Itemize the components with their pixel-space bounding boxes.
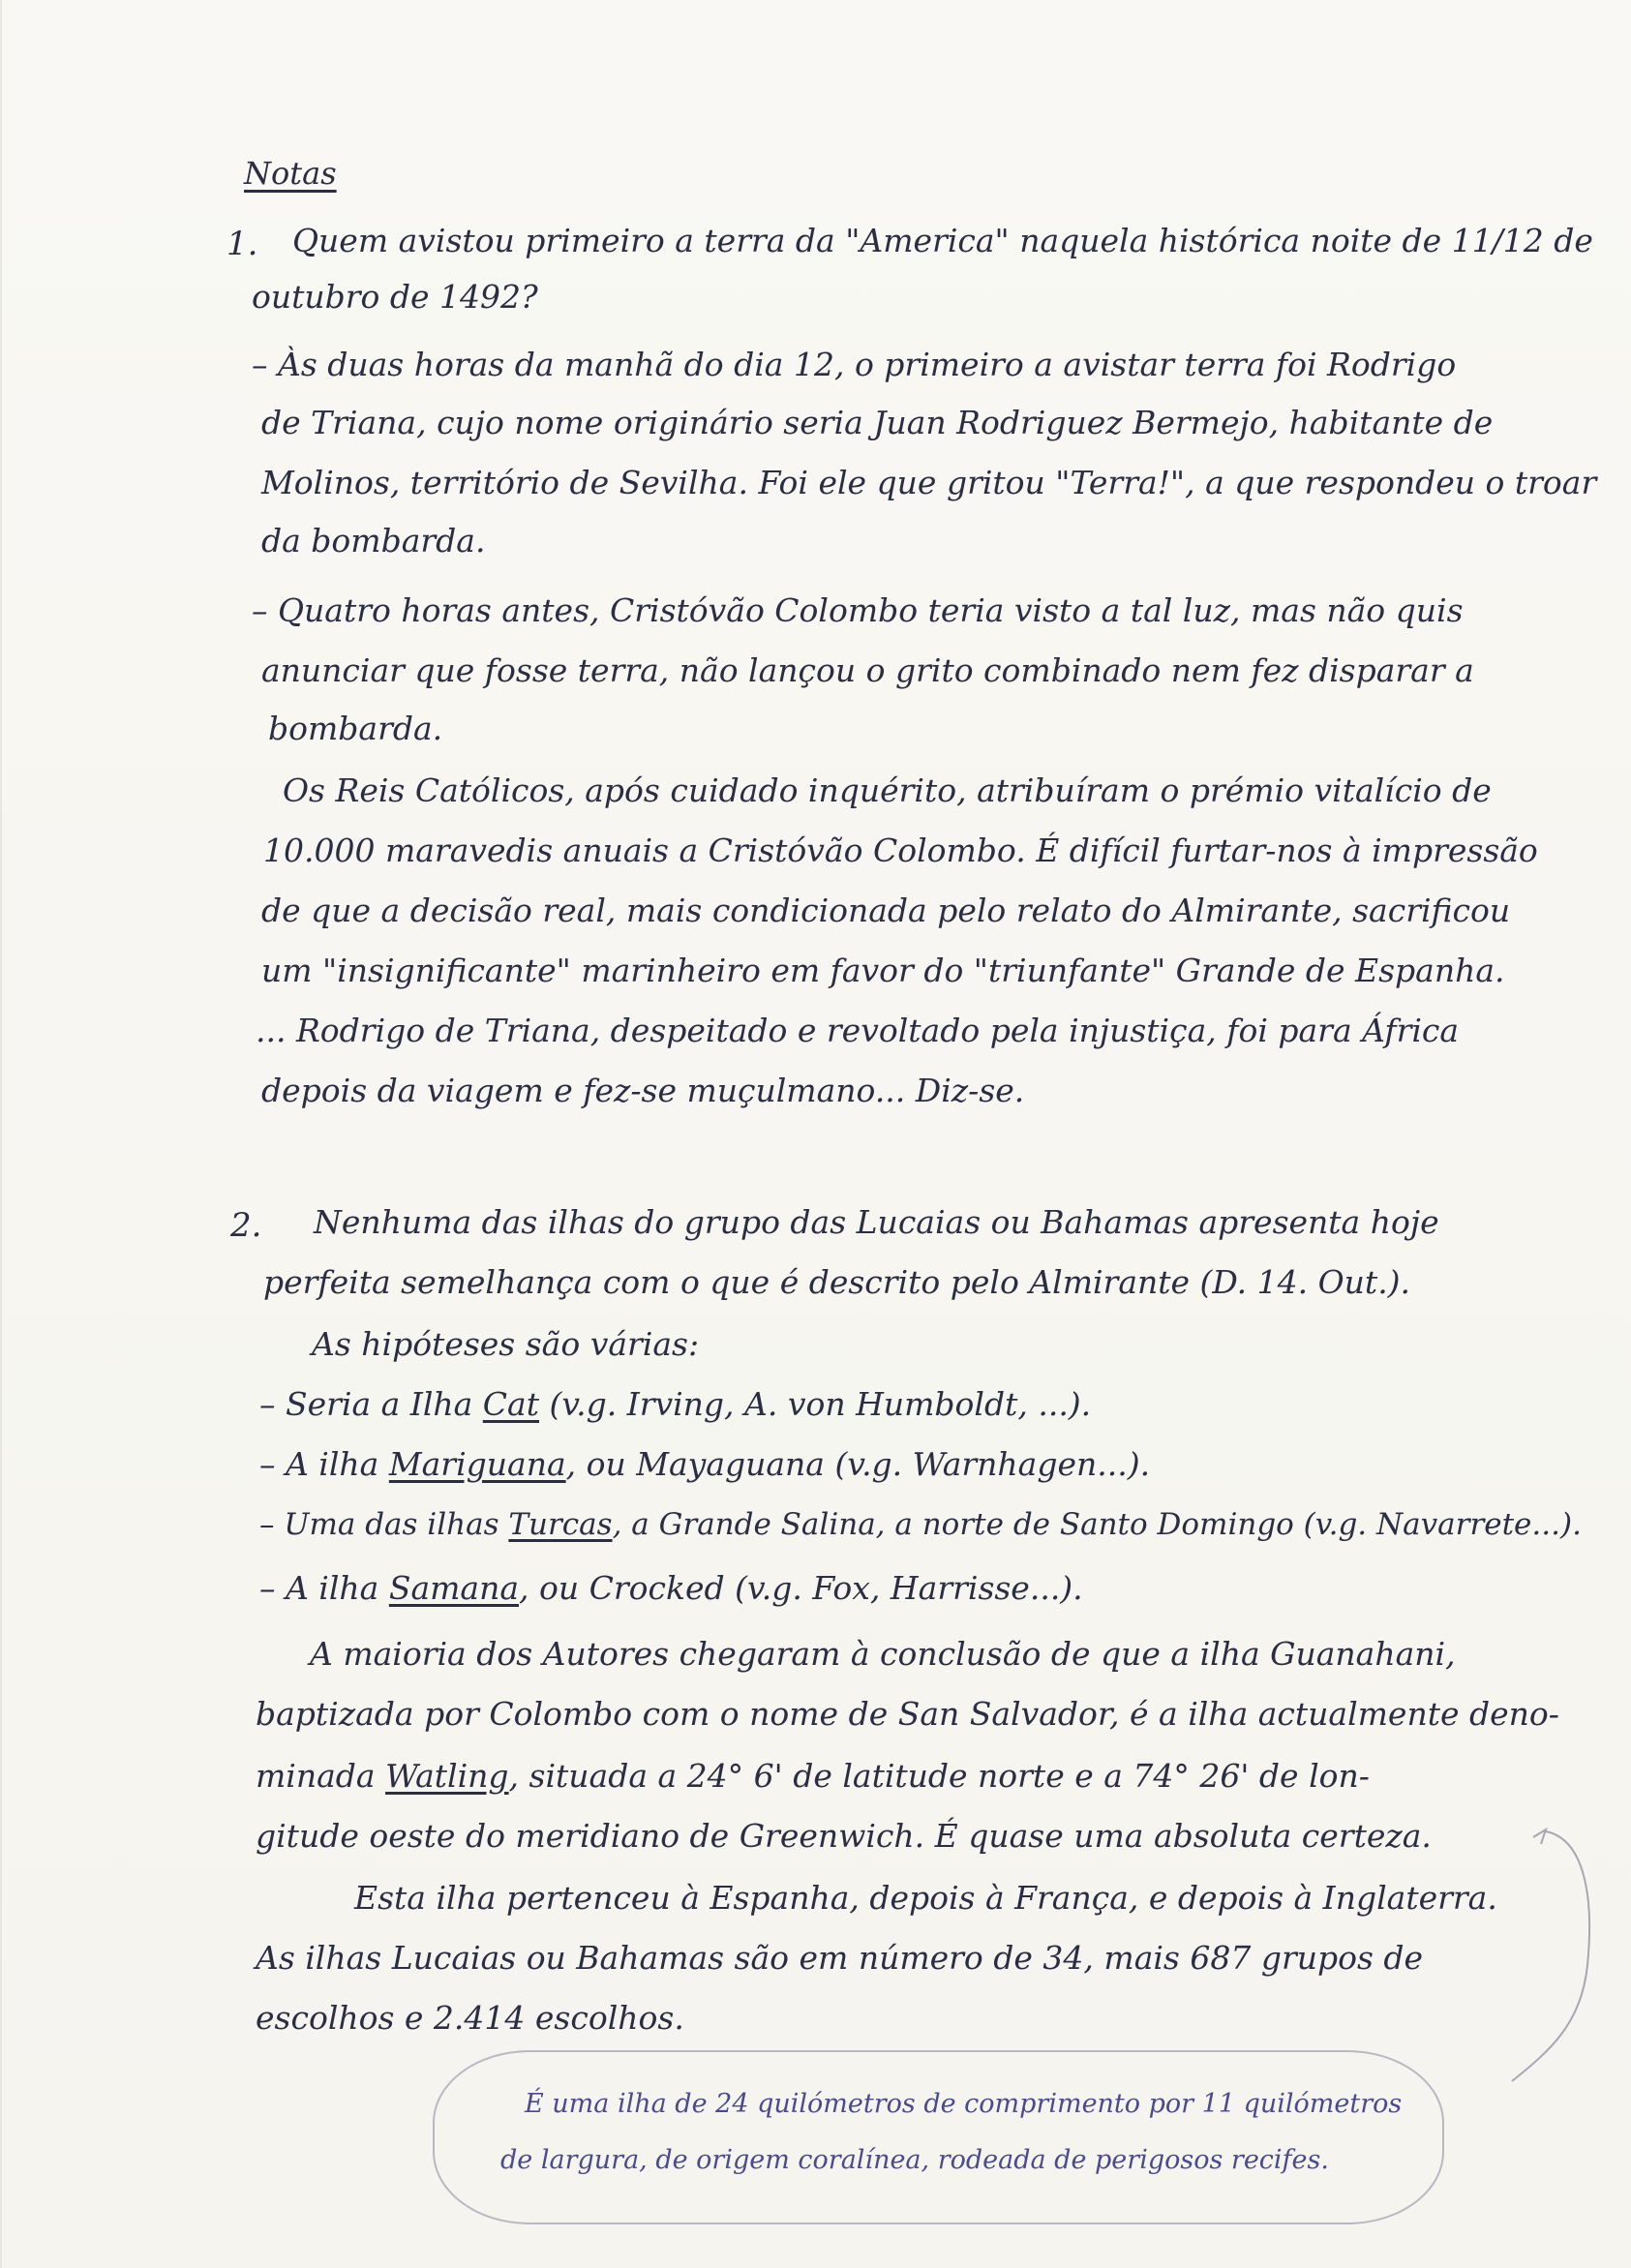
hypothesis-item: – A ilha Mariguana, ou Mayaguana (v.g. Warnhagen...).	[259, 1445, 1151, 1483]
note-1-line: ... Rodrigo de Triana, despeitado e revoltado pela injustiça, foi para África	[256, 1012, 1460, 1049]
note-2-line: perfeita semelhança com o que é descrito pelo Almirante (D. 14. Out.).	[263, 1263, 1411, 1301]
note-2-number: 2.	[230, 1206, 262, 1245]
note-2-line: As hipóteses são várias:	[312, 1325, 700, 1363]
note-1-line: de que a decisão real, mais condicionada pelo relato do Almirante, sacrificou	[261, 892, 1511, 929]
note-1-line: de Triana, cujo nome originário seria Juan Rodriguez Bermejo, habitante de	[261, 404, 1494, 441]
note-2-line: A maioria dos Autores chegaram à conclusão de que a ilha Guanahani,	[310, 1635, 1456, 1673]
note-1-line: outubro de 1492?	[252, 278, 538, 316]
note-1-line: Quem avistou primeiro a terra da "America" naquela histórica noite de 11/12 de	[292, 222, 1593, 259]
hypothesis-item: – Uma das ilhas Turcas, a Grande Salina, a norte de Santo Domingo (v.g. Navarrete...).	[259, 1507, 1582, 1542]
hypothesis-item: – Seria a Ilha Cat (v.g. Irving, A. von Humboldt, ...).	[259, 1385, 1092, 1423]
note-1-line: da bombarda.	[261, 522, 486, 559]
note-1-line: – Às duas horas da manhã do dia 12, o primeiro a avistar terra foi Rodrigo	[252, 346, 1457, 383]
note-1-line: Os Reis Católicos, após cuidado inquérito, atribuíram o prémio vitalício de	[283, 771, 1492, 809]
watling-line: minada Watling, situada a 24° 6' de latitude norte e a 74° 26' de lon-	[256, 1757, 1370, 1795]
note-1-line: anunciar que fosse terra, não lançou o grito combinado nem fez disparar a	[261, 651, 1474, 689]
note-2-line: Esta ilha pertenceu à Espanha, depois à França, e depois à Inglaterra.	[354, 1879, 1497, 1917]
note-2-line: As ilhas Lucaias ou Bahamas são em número de 34, mais 687 grupos de	[256, 1939, 1424, 1977]
margin-note-line: de largura, de origem coralínea, rodeada de perigosos recifes.	[500, 2145, 1329, 2175]
note-2-line: gitude oeste do meridiano de Greenwich. É quase uma absoluta certeza.	[256, 1817, 1432, 1855]
hypothesis-item: – A ilha Samana, ou Crocked (v.g. Fox, Harrisse...).	[259, 1569, 1083, 1607]
note-1-line: 10.000 maravedis anuais a Cristóvão Colombo. É difícil furtar-nos à impressão	[263, 832, 1538, 869]
note-1-number: 1.	[227, 225, 258, 263]
page-heading: Notas	[244, 155, 337, 192]
note-1-line: um "insignificante" marinheiro em favor do "triunfante" Grande de Espanha.	[261, 952, 1505, 989]
note-1-line: bombarda.	[268, 710, 443, 747]
margin-note-bubble	[433, 2050, 1444, 2224]
note-1-line: depois da viagem e fez-se muçulmano... Diz-se.	[261, 1072, 1025, 1109]
note-2-line: baptizada por Colombo com o nome de San Salvador, é a ilha actualmente deno-	[256, 1695, 1559, 1733]
note-1-line: – Quatro horas antes, Cristóvão Colombo teria visto a tal luz, mas não quis	[252, 591, 1464, 629]
note-1-line: Molinos, território de Sevilha. Foi ele que gritou "Terra!", a que respondeu o troar	[261, 464, 1597, 501]
margin-note-line: É uma ilha de 24 quilómetros de comprimento por 11 quilómetros	[525, 2089, 1403, 2119]
pencil-connector-arrow	[2, 0, 1631, 2268]
note-2-line: Nenhuma das ilhas do grupo das Lucaias ou Bahamas apresenta hoje	[314, 1203, 1439, 1241]
note-2-line: escolhos e 2.414 escolhos.	[256, 1999, 684, 2037]
